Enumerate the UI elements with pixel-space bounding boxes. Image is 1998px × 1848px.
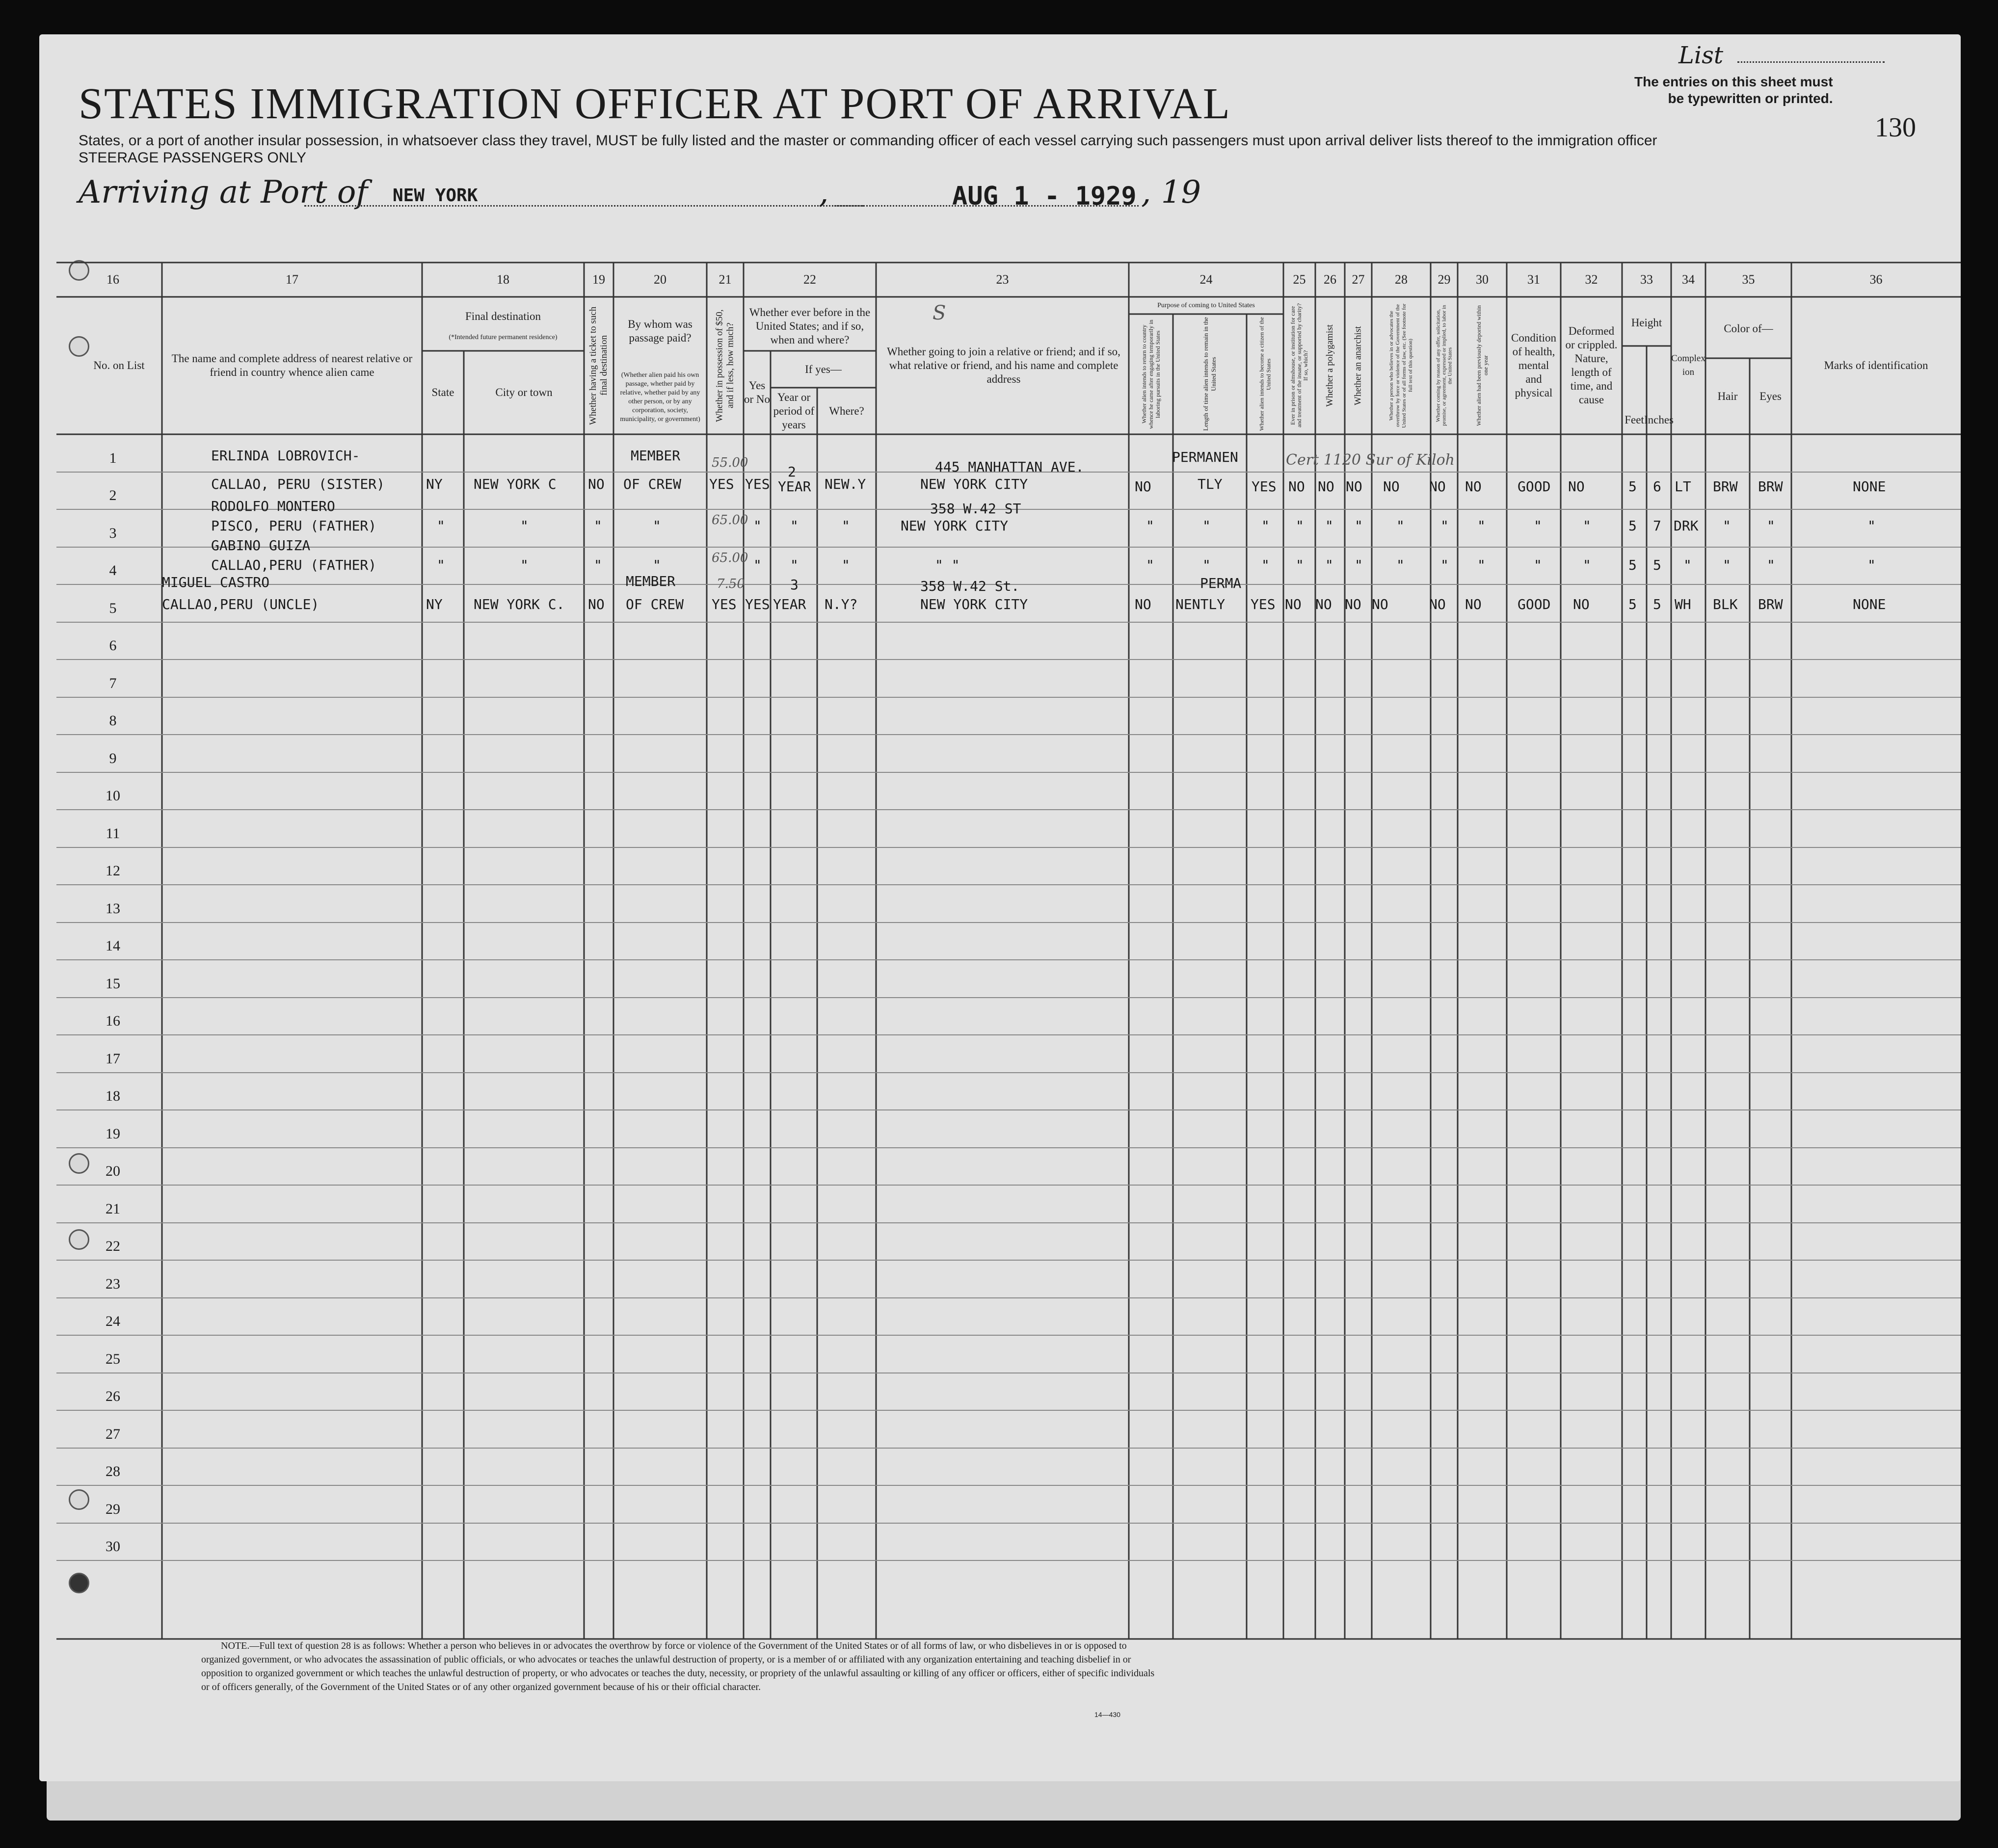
row4-ticket: NO <box>588 596 605 612</box>
row3-years: " <box>790 557 799 573</box>
header-ticket: Whether having a ticket to such final destination <box>588 306 609 425</box>
row-number: 5 <box>109 600 117 616</box>
col-number: 20 <box>654 272 666 287</box>
row2-marks: " <box>1867 518 1876 534</box>
row4-deported: NO <box>1465 596 1482 612</box>
row1-where: NEW.Y <box>825 476 866 492</box>
header-purpose: Purpose of coming to United States <box>1157 301 1255 309</box>
header-feet: Feet <box>1625 414 1644 426</box>
header-city: City or town <box>495 386 553 398</box>
row-number: 27 <box>106 1426 120 1442</box>
row4-health: GOOD <box>1518 596 1551 612</box>
row-number: 7 <box>109 675 117 691</box>
form-number: 14—430 <box>1094 1711 1120 1718</box>
row3-inches: 5 <box>1653 557 1661 573</box>
row1-deformed: NO <box>1568 478 1585 495</box>
col-number: 35 <box>1742 272 1755 287</box>
row3-complexion: " <box>1683 557 1692 573</box>
row4-eyes: BRW <box>1758 596 1783 612</box>
row-number: 17 <box>106 1051 120 1067</box>
row1-length-line1: PERMANEN <box>1172 449 1238 465</box>
row2-ticket: " <box>594 518 602 534</box>
row4-years-line2: YEAR <box>773 596 806 612</box>
row4-join-address: 358 W.42 St. <box>920 578 1020 594</box>
row-number: 6 <box>109 637 117 654</box>
header-final-destination-note: (*Intended future permanent residence) <box>449 334 558 341</box>
row-number: 21 <box>106 1201 120 1217</box>
header-height: Height <box>1631 316 1662 329</box>
row4-city: NEW YORK C. <box>474 596 565 612</box>
row4-years-line1: 3 <box>790 577 799 593</box>
row-number: 23 <box>106 1276 120 1292</box>
row4-paid-line1: MEMBER <box>626 573 676 589</box>
row3-citizen: " <box>1261 557 1270 573</box>
header-join-relative: Whether going to join a relative or friend; and if so, what relative or friend, and his name and complete address <box>887 345 1120 385</box>
comma-separator: , <box>819 174 829 211</box>
header-no-on-list: No. on List <box>93 359 145 371</box>
col-number: 25 <box>1293 272 1306 287</box>
row-number: 14 <box>106 938 120 954</box>
row-number: 12 <box>106 863 120 879</box>
header-nearest-relative: The name and complete address of nearest relative or friend in country whence alien came <box>171 352 413 378</box>
row2-eyes: " <box>1767 518 1775 534</box>
header-health: Condition of health, mental and physical <box>1511 332 1556 399</box>
row2-join-city: NEW YORK CITY <box>901 518 1009 534</box>
col-number: 23 <box>996 272 1009 287</box>
row3-marks: " <box>1867 557 1876 573</box>
row1-feet: 5 <box>1628 478 1637 495</box>
date-stamp: AUG 1 - 1929 <box>952 182 1137 211</box>
header-before-in-us: Whether ever before in the United States; and if so, when and where? <box>749 306 871 346</box>
row1-relative-address: CALLAO, PERU (SISTER) <box>211 476 385 492</box>
row1-join-address: 445 MANHATTAN AVE. <box>935 459 1084 475</box>
header-offer-to-labor: Whether coming by reason of any offer, solicitation, promise, or agreement, expressed or implied, to labor in the United States <box>1435 305 1453 426</box>
header-where: Where? <box>829 404 864 417</box>
row3-eyes: " <box>1767 557 1775 573</box>
header-if-yes: If yes— <box>805 363 842 375</box>
row2-join-address: 358 W.42 ST <box>930 501 1021 517</box>
header-deformed: Deformed or crippled. Nature, length of time, and cause <box>1565 325 1618 406</box>
list-number-line <box>1737 61 1885 63</box>
row4-overthrow: NO <box>1372 596 1388 612</box>
row3-prison: " <box>1296 557 1304 573</box>
row-number: 13 <box>106 900 120 917</box>
row4-offer: NO <box>1429 596 1446 612</box>
row4-length-line1: PERMA <box>1200 575 1242 591</box>
row2-city: " <box>520 518 529 534</box>
header-deported: Whether alien had been previously deported within one year <box>1475 305 1489 426</box>
header-money: Whether in possession of $50, and if less, how much? <box>714 309 736 422</box>
row-number: 28 <box>106 1463 120 1479</box>
row4-money: YES <box>712 596 737 612</box>
row4-return: NO <box>1135 596 1151 612</box>
header-complexion: Complexion <box>1671 353 1705 377</box>
col-number: 26 <box>1324 272 1336 287</box>
header-prison: Ever in prison or almshouse, or institution for care and treatment of the insane, or supported by charity? If so, which? <box>1289 303 1309 428</box>
row2-prison: " <box>1296 518 1304 534</box>
row2-anarchist: " <box>1355 518 1363 534</box>
row3-offer: " <box>1440 557 1449 573</box>
col-number: 31 <box>1527 272 1540 287</box>
subtitle-line1: States, or a port of another insular possession, in whatsoever class they travel, MUST be fully listed and the master or commanding officer of each vessel carrying such passengers must upon arrival deliver lists thereof to the immigration officer <box>79 132 1657 149</box>
row-number: 4 <box>109 562 117 579</box>
row1-city: NEW YORK C <box>474 476 557 492</box>
header-anarchist: Whether an anarchist <box>1353 326 1363 405</box>
row1-years-line2: YEAR <box>778 478 811 495</box>
entries-note-line2: be typewritten or printed. <box>1668 91 1833 106</box>
row3-deformed: " <box>1583 557 1591 573</box>
header-hair: Hair <box>1717 390 1738 402</box>
row4-polygamist: NO <box>1315 596 1332 612</box>
header-citizen-intent: Whether alien intends to become a citizen of the United States <box>1258 317 1272 431</box>
row-number: 30 <box>106 1538 120 1555</box>
footnote-question-28: NOTE.—Full text of question 28 is as follows: Whether a person who believes in or advocates the overthrow by force or violence of the Government of the United States or of all forms of law, or who disbelieves in or is opposed to organized government, or who advocates the assassination of public officials, or who advocates or teaches the unlawful destruction of property, or is a member of or affiliated with any organization entertaining and teaching disbelief in or opposition to organized government or which teaches the unlawful destruction of property, or who advocates or teaches the duty, necessity, or propriety of the unlawful assaulting or killing of any officer or officers, either of specific individuals or of officers generally, of the Government of the United States or of any other organized government because of his or their official character. <box>201 1640 1155 1692</box>
row2-citizen: " <box>1261 518 1270 534</box>
col-number: 16 <box>107 272 119 287</box>
col-number: 17 <box>286 272 298 287</box>
row-number: 22 <box>106 1238 120 1254</box>
header-length-of-stay: Length of time alien intends to remain in the United States <box>1202 317 1217 431</box>
row4-state: NY <box>426 596 443 612</box>
row2-money-hand: 65.00 <box>712 513 748 528</box>
row3-return: " <box>1146 557 1154 573</box>
row2-where: " <box>842 518 850 534</box>
row1-hair: BRW <box>1713 478 1738 495</box>
entries-note-line1: The entries on this sheet must <box>1634 74 1833 89</box>
row-number: 18 <box>106 1088 120 1104</box>
row2-complexion: DRK <box>1674 518 1699 534</box>
row-number: 1 <box>109 450 117 466</box>
col-number: 34 <box>1682 272 1695 287</box>
col-number: 30 <box>1476 272 1489 287</box>
row4-deformed: NO <box>1573 596 1590 612</box>
row1-paid-line2: OF CREW <box>623 476 682 492</box>
row2-hair: " <box>1723 518 1731 534</box>
row1-citizen: YES <box>1252 478 1277 495</box>
row1-overthrow: NO <box>1383 478 1400 495</box>
row1-return: NO <box>1135 478 1151 495</box>
port-line <box>304 205 864 207</box>
arriving-label: Arriving at Port of <box>79 174 368 211</box>
row4-anarchist: NO <box>1345 596 1361 612</box>
row-number: 19 <box>106 1126 120 1142</box>
row4-paid-line2: OF CREW <box>626 596 684 612</box>
row3-before: " <box>753 557 762 573</box>
row1-state: NY <box>426 476 443 492</box>
col-number: 24 <box>1199 272 1213 287</box>
header-yes-no: Yes or No <box>744 379 771 405</box>
header-handwriting: S <box>932 302 946 324</box>
row-number: 3 <box>109 525 117 541</box>
row1-money-hand: 55.00 <box>712 455 748 470</box>
row4-relative-name: MIGUEL CASTRO <box>162 574 270 590</box>
row1-years-line1: 2 <box>788 464 796 480</box>
row2-overthrow: " <box>1396 518 1405 534</box>
row1-relative-name: ERLINDA LOBROVICH- <box>211 448 360 464</box>
row2-polygamist: " <box>1325 518 1333 534</box>
row-number: 24 <box>106 1313 120 1329</box>
header-state: State <box>431 386 454 398</box>
col-number: 36 <box>1869 272 1883 287</box>
row2-offer: " <box>1440 518 1449 534</box>
row2-return: " <box>1146 518 1154 534</box>
row3-anarchist: " <box>1355 557 1363 573</box>
page-number: 130 <box>1875 112 1916 143</box>
row4-complexion: WH <box>1675 596 1691 612</box>
row1-deported: NO <box>1465 478 1482 495</box>
header-eyes: Eyes <box>1759 390 1782 402</box>
header-marks: Marks of identification <box>1824 359 1928 371</box>
col-number: 18 <box>497 272 509 287</box>
col-number: 22 <box>803 272 816 287</box>
row3-length: " <box>1202 557 1211 573</box>
row1-anarchist: NO <box>1346 478 1362 495</box>
row3-join: " " <box>935 557 960 573</box>
subtitle-line2: STEERAGE PASSENGERS ONLY <box>79 150 307 166</box>
row4-feet: 5 <box>1628 596 1637 612</box>
row4-citizen: YES <box>1251 596 1276 612</box>
row2-paid: " <box>653 518 661 534</box>
row3-deported: " <box>1477 557 1486 573</box>
row-number: 15 <box>106 976 120 992</box>
row2-state: " <box>437 518 445 534</box>
row3-where: " <box>842 557 850 573</box>
row-number: 11 <box>106 825 120 842</box>
header-color-of: Color of— <box>1724 322 1773 335</box>
row1-eyes: BRW <box>1758 478 1783 495</box>
row2-inches: 7 <box>1653 518 1661 534</box>
row4-length-line2: NENTLY <box>1175 596 1225 612</box>
col-number: 27 <box>1352 272 1365 287</box>
row-number: 20 <box>106 1163 120 1179</box>
row4-money-hand: 7.50 <box>717 577 745 591</box>
col-number: 28 <box>1395 272 1408 287</box>
row2-health: " <box>1534 518 1542 534</box>
row-number: 16 <box>106 1013 120 1029</box>
row4-marks: NONE <box>1853 596 1886 612</box>
row4-before: YES <box>745 596 770 612</box>
header-polygamist: Whether a polygamist <box>1325 324 1335 407</box>
row2-length: " <box>1202 518 1211 534</box>
row4-join-city: NEW YORK CITY <box>920 596 1028 612</box>
row1-polygamist: NO <box>1318 478 1334 495</box>
row4-relative-address: CALLAO,PERU (UNCLE) <box>162 596 320 612</box>
row1-marks: NONE <box>1853 478 1886 495</box>
row2-relative-name: RODOLFO MONTERO <box>211 498 335 514</box>
row3-hair: " <box>1723 557 1731 573</box>
row2-deformed: " <box>1583 518 1591 534</box>
row1-money: YES <box>709 476 734 492</box>
row1-inches: 6 <box>1653 478 1661 495</box>
list-label: List <box>1678 42 1724 69</box>
header-overthrow: Whether a person who believes in or advocates the overthrow by force or violence of the Government of the United States or of all forms of law, etc. (See footnote for full text of this question) <box>1388 303 1413 428</box>
row3-ticket: " <box>594 557 602 573</box>
page-title: STATES IMMIGRATION OFFICER AT PORT OF ARRIVAL <box>79 79 1231 128</box>
row-number: 8 <box>109 713 117 729</box>
row2-feet: 5 <box>1628 518 1637 534</box>
row-number: 25 <box>106 1351 120 1367</box>
row-number: 29 <box>106 1501 120 1517</box>
col-number: 19 <box>592 272 605 287</box>
century-label: , 19 <box>1141 174 1201 211</box>
entries-note <box>1634 74 1833 107</box>
row1-handwritten-note: Cert 1120 Sur of Kiloh <box>1286 451 1455 469</box>
row1-paid-line1: MEMBER <box>631 448 681 464</box>
row-number: 9 <box>109 750 117 766</box>
row4-where: N.Y? <box>825 596 858 612</box>
row4-hair: BLK <box>1713 596 1738 612</box>
row1-complexion: LT <box>1675 478 1691 495</box>
col-number: 29 <box>1438 272 1451 287</box>
row-number: 10 <box>106 788 120 804</box>
row3-polygamist: " <box>1325 557 1333 573</box>
row3-money-hand: 65.00 <box>712 551 748 565</box>
port-value: NEW YORK <box>393 185 478 206</box>
punch-hole <box>69 1573 89 1593</box>
row2-relative-address: PISCO, PERU (FATHER) <box>211 518 377 534</box>
row4-inches: 5 <box>1653 596 1661 612</box>
col-number: 33 <box>1640 272 1653 287</box>
row3-relative-name: GABINO GUIZA <box>211 537 311 554</box>
row3-relative-address: CALLAO,PERU (FATHER) <box>211 557 377 573</box>
header-year: Year or period of years <box>773 391 815 431</box>
header-passage-paid: By whom was passage paid? <box>628 318 693 344</box>
row4-prison: NO <box>1285 596 1302 612</box>
row-number: 26 <box>106 1388 120 1404</box>
col-number: 21 <box>719 272 732 287</box>
row1-offer: NO <box>1429 478 1446 495</box>
row-number: 2 <box>109 487 117 503</box>
row3-state: " <box>437 557 445 573</box>
row1-before: YES <box>745 476 770 492</box>
header-final-destination: Final destination <box>465 310 541 322</box>
row3-paid: " <box>653 557 661 573</box>
row3-overthrow: " <box>1396 557 1405 573</box>
header-passage-paid-note: (Whether alien paid his own passage, whether paid by relative, whether paid by any other person, or by any corporation, society, municipality, or government) <box>620 371 700 423</box>
row1-length-line2: TLY <box>1198 476 1223 492</box>
row3-health: " <box>1534 557 1542 573</box>
manifest-sheet <box>39 34 1961 1781</box>
row3-feet: 5 <box>1628 557 1637 573</box>
row1-prison: NO <box>1288 478 1305 495</box>
row2-years: " <box>790 518 799 534</box>
col-number: 32 <box>1585 272 1598 287</box>
row1-ticket: NO <box>588 476 605 492</box>
row1-health: GOOD <box>1518 478 1551 495</box>
header-inches: Inches <box>1644 414 1674 426</box>
row2-before: " <box>753 518 762 534</box>
row2-deported: " <box>1477 518 1486 534</box>
header-return-intent: Whether alien intends to return to country whence he came after engaging temporarily in laboring pursuits in the United States <box>1141 319 1161 429</box>
row1-join-city: NEW YORK CITY <box>920 476 1028 492</box>
row3-city: " <box>520 557 529 573</box>
